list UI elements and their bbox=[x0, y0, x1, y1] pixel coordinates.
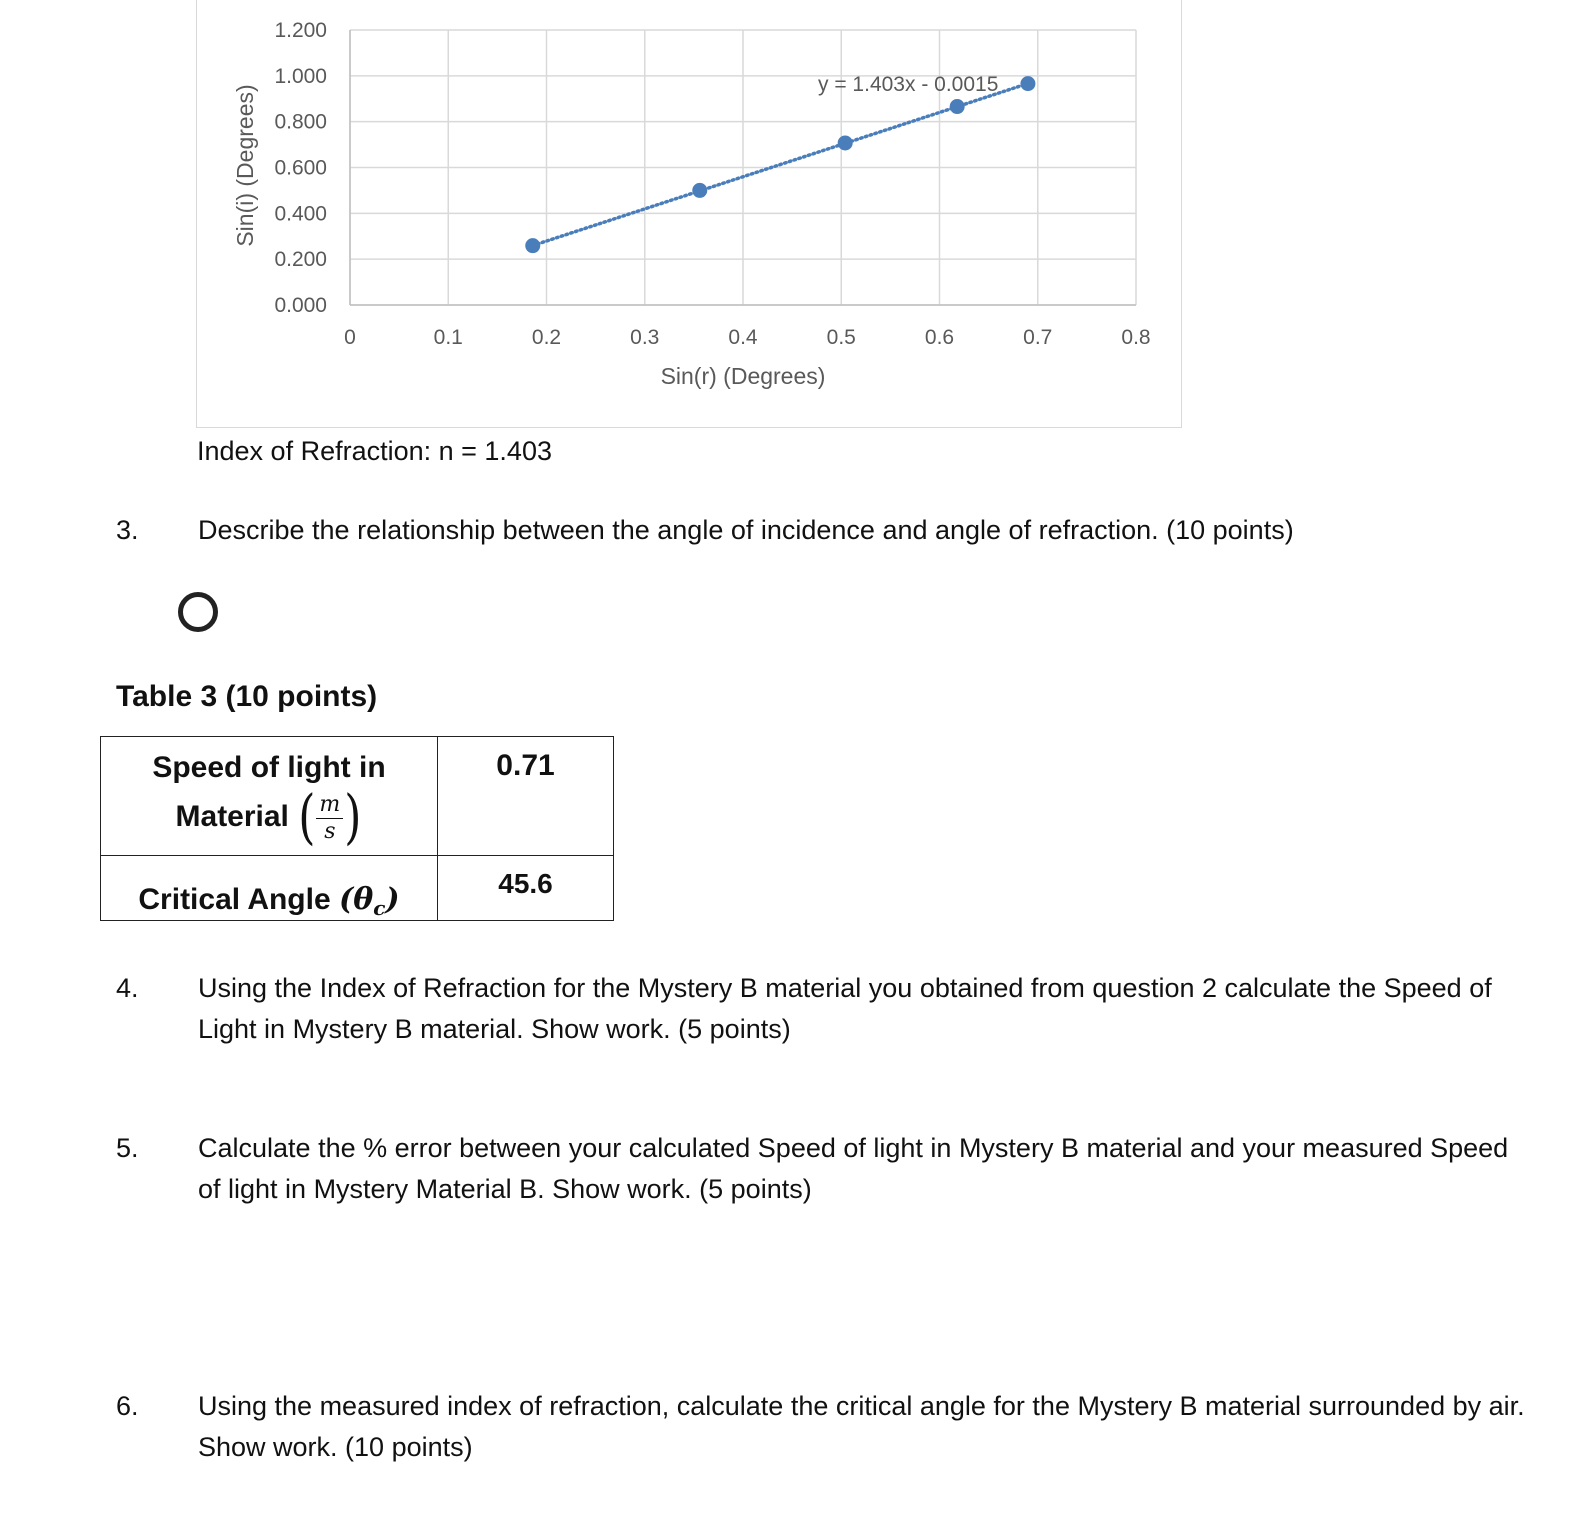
y-tick-label: 0.400 bbox=[274, 202, 327, 226]
y-tick-label: 0.000 bbox=[274, 294, 327, 317]
y-tick-label: 0.800 bbox=[274, 110, 327, 134]
speed-label-line1: Speed of light in bbox=[152, 751, 386, 784]
question-4-number: 4. bbox=[116, 973, 139, 1003]
critical-angle-symbol: $(\theta_c)$ bbox=[339, 882, 400, 920]
y-tick-label: 1.200 bbox=[274, 19, 327, 42]
question-3 bbox=[116, 510, 1528, 551]
question-6-number: 6. bbox=[116, 1391, 139, 1421]
unit-denominator: s bbox=[324, 818, 336, 844]
x-tick-label: 0.4 bbox=[728, 326, 758, 349]
trendline-equation: y = 1.403x - 0.0015 bbox=[818, 73, 999, 96]
critical-angle-value-cell bbox=[438, 856, 614, 921]
question-5-number: 5. bbox=[116, 1133, 139, 1163]
table-3 bbox=[100, 736, 614, 921]
data-point bbox=[950, 99, 965, 114]
speed-value-cell bbox=[438, 737, 614, 856]
table-row-critical-angle bbox=[101, 856, 614, 921]
y-tick-label: 0.200 bbox=[274, 248, 327, 272]
answer-circle-icon bbox=[178, 592, 218, 632]
question-6-text: Using the measured index of refraction, calculate the critical angle for the Mystery B material surrounded by air. Show work. (10 points) bbox=[198, 1391, 1525, 1462]
theta-symbol: θ bbox=[353, 882, 374, 917]
question-4-text: Using the Index of Refraction for the Mystery B material you obtained from question 2 calculate the Speed of Light in Mystery B material. Show work. (5 points) bbox=[198, 973, 1492, 1044]
x-tick-label: 0 bbox=[344, 326, 356, 349]
data-point bbox=[838, 135, 853, 150]
critical-angle-label-cell bbox=[101, 856, 438, 921]
x-tick-label: 0.2 bbox=[531, 326, 562, 349]
x-tick-label: 0.6 bbox=[924, 326, 955, 349]
critical-angle-label-line bbox=[101, 882, 437, 920]
speed-label-material: Material bbox=[175, 800, 289, 833]
index-of-refraction: Index of Refraction: n = 1.403 bbox=[197, 436, 552, 466]
unit-numerator: m bbox=[316, 794, 343, 819]
right-paren: ) bbox=[344, 782, 362, 852]
question-6 bbox=[116, 1386, 1528, 1468]
question-4 bbox=[116, 968, 1528, 1050]
x-axis-title: Sin(r) (Degrees) bbox=[660, 363, 826, 389]
x-tick-label: 0.8 bbox=[1121, 326, 1151, 349]
theta-subscript: c bbox=[373, 896, 386, 920]
x-tick-label: 0.1 bbox=[433, 326, 463, 349]
x-tick-label: 0.7 bbox=[1023, 326, 1053, 349]
speed-value: 0.71 bbox=[496, 749, 555, 782]
critical-angle-label: Critical Angle bbox=[138, 883, 331, 916]
y-tick-label: 1.000 bbox=[274, 64, 327, 88]
question-3-text: Describe the relationship between the angle of incidence and angle of refraction. (10 points) bbox=[198, 515, 1294, 545]
question-5-text: Calculate the % error between your calculated Speed of light in Mystery B material and your measured Speed of light in Mystery Material B. Show work. (5 points) bbox=[198, 1133, 1509, 1204]
x-tick-label: 0.3 bbox=[630, 326, 660, 349]
data-point bbox=[1020, 76, 1035, 91]
table-row-speed bbox=[101, 737, 614, 856]
table-3-title: Table 3 (10 points) bbox=[116, 680, 378, 713]
left-paren: ( bbox=[298, 782, 316, 852]
data-point bbox=[525, 238, 540, 253]
speed-label-cell bbox=[101, 737, 438, 856]
question-5 bbox=[116, 1128, 1528, 1210]
unit-fraction bbox=[316, 791, 343, 844]
data-point bbox=[692, 183, 707, 198]
critical-angle-value: 45.6 bbox=[498, 868, 553, 899]
speed-label-line2 bbox=[101, 782, 437, 852]
y-axis-title: Sin(i) (Degrees) bbox=[232, 84, 258, 247]
y-tick-label: 0.600 bbox=[274, 156, 327, 180]
question-3-number: 3. bbox=[116, 515, 139, 545]
x-tick-label: 0.5 bbox=[826, 326, 856, 349]
scatter-chart bbox=[0, 0, 1590, 430]
